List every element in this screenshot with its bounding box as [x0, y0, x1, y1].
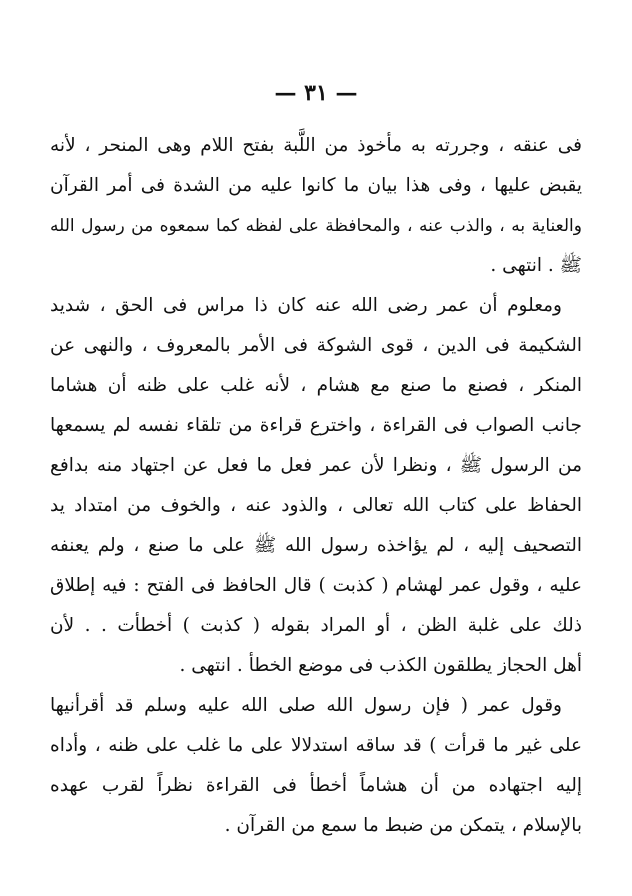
text-line-16: على غير ما قرأت ) قد ساقه استدلالا على ما غلب على ظنه ، وأداه: [50, 735, 582, 756]
text-line-14: أهل الحجاز يطلقون الكذب فى موضع الخطأ . انتهى .: [179, 655, 582, 676]
text-line-1: فى عنقه ، وجررته به مأخوذ من اللَّبة بفتح اللام وهى المنحر ، لأنه: [50, 135, 582, 156]
text-line-9: من الرسول ﷺ ، ونظرا لأن عمر فعل ما فعل عن اجتهاد منه بدافع: [50, 455, 582, 476]
text-line-15: وقول عمر ( فإن رسول الله صلى الله عليه وسلم قد أقرأنيها: [50, 695, 562, 716]
text-line-18: بالإسلام ، يتمكن من ضبط ما سمع من القرآن .: [224, 815, 582, 836]
text-line-2: يقبض عليها ، وفى هذا بيان ما كانوا عليه من الشدة فى أمر القرآن: [50, 175, 582, 196]
text-line-6: الشكيمة فى الدين ، قوى الشوكة فى الأمر بالمعروف ، والنهى عن: [50, 335, 582, 356]
text-line-13: ذلك على غلبة الظن ، أو المراد بقوله ( كذبت ) أخطأت . . لأن: [50, 615, 582, 636]
text-line-5: ومعلوم أن عمر رضى الله عنه كان ذا مراس فى الحق ، شديد: [50, 295, 562, 316]
body-text: [50, 126, 582, 846]
text-line-11: التصحيف إليه ، لم يؤاخذه رسول الله ﷺ على ما صنع ، ولم يعنفه: [50, 535, 582, 556]
page-number: — ٣١ —: [274, 80, 358, 106]
text-line-12: عليه ، وقول عمر لهشام ( كذبت ) قال الحافظ فى الفتح : فيه إطلاق: [50, 575, 582, 596]
text-line-17: إليه اجتهاده من أن هشاماً أخطأ فى القراءة نظراً لقرب عهده: [50, 775, 582, 796]
text-line-7: المنكر ، فصنع ما صنع مع هشام ، لأنه غلب على ظنه أن هشاما: [50, 375, 582, 396]
text-line-3: والعناية به ، والذب عنه ، والمحافظة على لفظه كما سمعوه من رسول الله: [50, 216, 582, 236]
text-line-4: ﷺ . انتهى .: [490, 255, 582, 276]
text-line-10: الحفاظ على كتاب الله تعالى ، والذود عنه ، والخوف من امتداد يد: [50, 495, 582, 516]
text-line-8: جانب الصواب فى القراءة ، واخترع قراءة من تلقاء نفسه لم يسمعها: [50, 415, 582, 436]
